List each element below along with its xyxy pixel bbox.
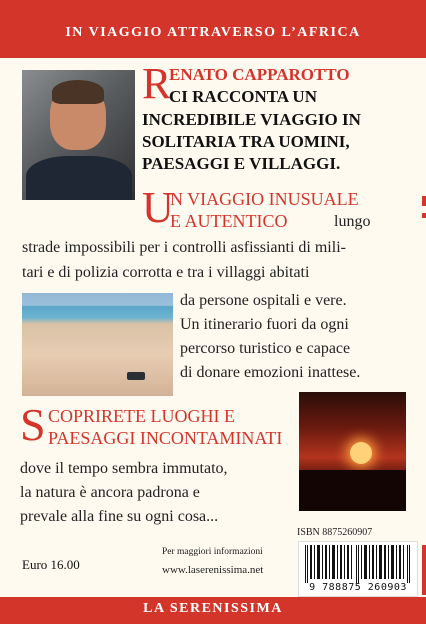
isbn-barcode (298, 541, 418, 597)
photo-sun (350, 442, 372, 464)
author-line-rest: INCREDIBILE VIAGGIO IN SOLITARIA TRA UOMINI, PAESAGGI E VILLAGGI. (142, 110, 361, 173)
info-block (162, 545, 263, 577)
photo-horizon (299, 470, 406, 511)
sunset-photo (299, 392, 406, 511)
paragraph1-line: Un itinerario fuori da ogni (180, 316, 349, 333)
paragraph1-line: da persone ospitali e vere. (180, 292, 347, 309)
subtitle2-dropcap: S (20, 399, 46, 450)
author-photo (22, 70, 135, 200)
cover-title: IN VIAGGIO ATTRAVERSO L’AFRICA (65, 25, 361, 40)
paragraph1-line: tari e di polizia corrotta e tra i villaggi abitati (22, 264, 310, 281)
author-line2: CI RACCONTA UN (169, 87, 317, 106)
isbn-label: ISBN 8875260907 (297, 527, 373, 538)
price: Euro 16.00 (22, 557, 80, 572)
subtitle2-line2: PAESAGGI INCONTAMINATI (48, 428, 283, 448)
author-name: ENATO CAPPAROTTO (169, 65, 350, 84)
subtitle1-continuation: lungo (334, 213, 371, 230)
paragraph2-line: dove il tempo sembra immutato, (20, 460, 228, 477)
edge-mark (422, 196, 426, 206)
paragraph1-line: percorso turistico e capace (180, 340, 351, 357)
subtitle2-line1: COPRIRETE LUOGHI E (48, 406, 235, 426)
photo-vehicle (127, 372, 145, 380)
subtitle1-line1: N VIAGGIO INUSUALE (170, 189, 359, 209)
desert-photo (22, 293, 173, 396)
barcode-bars (305, 545, 411, 583)
publisher-name: LA SERENISSIMA (143, 601, 283, 616)
website-link[interactable]: www.laserenissima.net (162, 564, 264, 576)
subtitle1-line2: E AUTENTICO (170, 211, 288, 231)
paragraph2-line: prevale alla fine su ogni cosa... (20, 508, 219, 525)
paragraph1-line: strade impossibili per i controlli asfissianti di mili- (22, 239, 346, 256)
author-dropcap: R (142, 59, 172, 108)
photo-shirt (26, 156, 132, 200)
photo-hair (52, 80, 104, 104)
info-label: Per maggiori informazioni (162, 547, 263, 557)
footer-bar (0, 597, 426, 624)
edge-mark (422, 213, 426, 218)
paragraph2-line: la natura è ancora padrona e (20, 484, 200, 501)
subtitle1-dropcap: U (142, 183, 174, 232)
header-bar (0, 0, 426, 58)
paragraph1-line: di donare emozioni inattese. (180, 364, 361, 381)
edge-mark (422, 545, 426, 595)
barcode-digits: 9 788875 260903 (309, 582, 407, 593)
